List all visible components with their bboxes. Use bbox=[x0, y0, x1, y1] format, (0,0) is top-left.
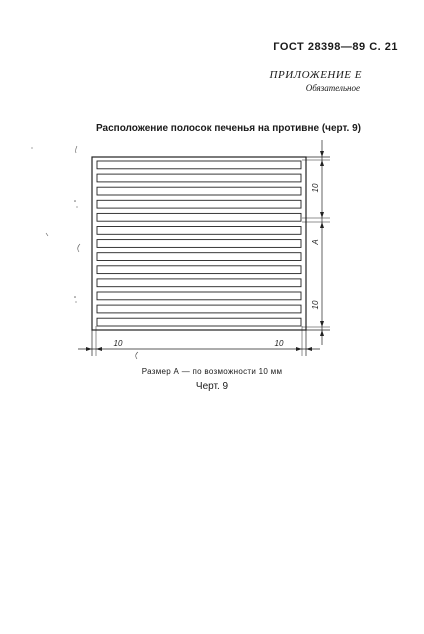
cookie-strip bbox=[97, 279, 301, 287]
cookie-strip bbox=[97, 174, 301, 182]
arrowhead bbox=[320, 160, 324, 166]
cookie-strip bbox=[97, 200, 301, 208]
cookie-strip bbox=[97, 213, 301, 221]
appendix-title: ПРИЛОЖЕНИЕ Е bbox=[269, 69, 362, 81]
document-header: ГОСТ 28398—89 С. 21 bbox=[273, 41, 398, 53]
arrowhead bbox=[306, 347, 312, 351]
arrowhead bbox=[96, 347, 102, 351]
cookie-strip bbox=[97, 227, 301, 235]
cookie-strip bbox=[97, 318, 301, 326]
cookie-strip bbox=[97, 253, 301, 261]
arrowhead bbox=[320, 222, 324, 228]
cookie-strip bbox=[97, 161, 301, 169]
arrowhead bbox=[320, 212, 324, 218]
dim-label-a: A bbox=[311, 239, 320, 245]
cookie-strips bbox=[97, 161, 301, 326]
arrowhead bbox=[320, 330, 324, 336]
appendix-subtitle: Обязательное bbox=[305, 83, 360, 93]
cookie-strip bbox=[97, 266, 301, 274]
cookie-strip bbox=[97, 305, 301, 313]
arrowhead bbox=[320, 321, 324, 327]
tray-outline bbox=[92, 157, 306, 330]
dim-label-top: 10 bbox=[311, 183, 320, 193]
arrowhead bbox=[296, 347, 302, 351]
arrowhead bbox=[86, 347, 92, 351]
drawing-title: Расположение полосок печенья на противне (черт. 9) bbox=[96, 123, 361, 134]
dim-label-bottom-left: 10 bbox=[113, 339, 123, 348]
dim-label-bottom-right: 10 bbox=[274, 339, 284, 348]
arrowhead bbox=[320, 151, 324, 157]
cookie-strip bbox=[97, 292, 301, 300]
dim-label-bottom: 10 bbox=[311, 300, 320, 310]
scan-dots bbox=[31, 147, 77, 302]
cookie-strip bbox=[97, 187, 301, 195]
dimension-note: Размер А — по возможности 10 мм bbox=[141, 367, 283, 376]
figure-label: Черт. 9 bbox=[195, 381, 229, 392]
cookie-strip bbox=[97, 240, 301, 248]
